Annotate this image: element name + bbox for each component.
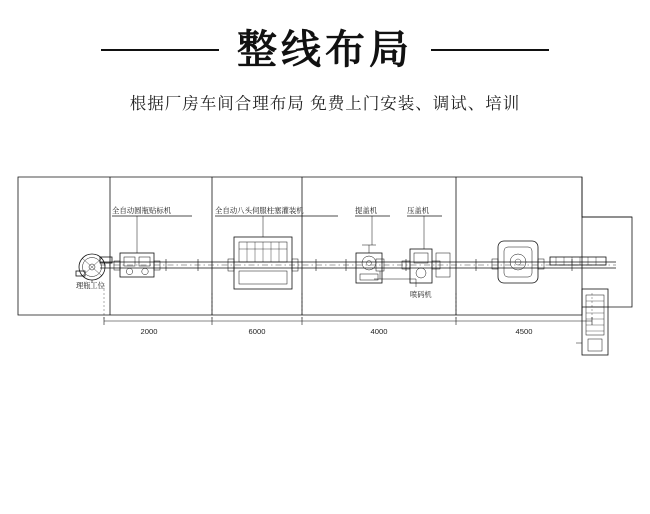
layout-drawing: [16, 175, 634, 385]
dimension-seg-2: 6000: [248, 327, 266, 336]
cap-feeder-machine: [356, 245, 382, 283]
main-conveyor: [100, 262, 616, 268]
label-filler: 全自动八头伺服柱塞灌装机: [215, 206, 304, 215]
dimension-line: [104, 285, 592, 325]
accumulation-table: [550, 257, 606, 265]
plant-outline: [18, 177, 632, 315]
title-row: [0, 28, 650, 72]
page-title: 整线布局: [237, 28, 413, 72]
dimension-seg-1: 2000: [140, 327, 158, 336]
piston-filling-machine: [228, 237, 298, 289]
page-header: [0, 0, 650, 114]
label-labeler: 全自动圆瓶贴标机: [112, 206, 172, 215]
bottle-unscrambler: [76, 254, 112, 280]
dimension-seg-4: 4500: [515, 327, 533, 336]
label-cap-feeder: 提盖机: [355, 206, 378, 215]
production-line-diagram: [16, 175, 634, 385]
label-inkjet: 喷码机: [410, 290, 432, 299]
label-unscrambler: 理瓶工位: [76, 281, 105, 290]
page-subtitle: 根据厂房车间合理布局 免费上门安装、调试、培训: [129, 95, 521, 113]
dimension-seg-3: 4000: [370, 327, 388, 336]
label-capper: 压盖机: [407, 206, 430, 215]
capping-machine: [402, 249, 450, 283]
title-rule-left: [101, 49, 219, 51]
title-rule-right: [431, 49, 549, 51]
